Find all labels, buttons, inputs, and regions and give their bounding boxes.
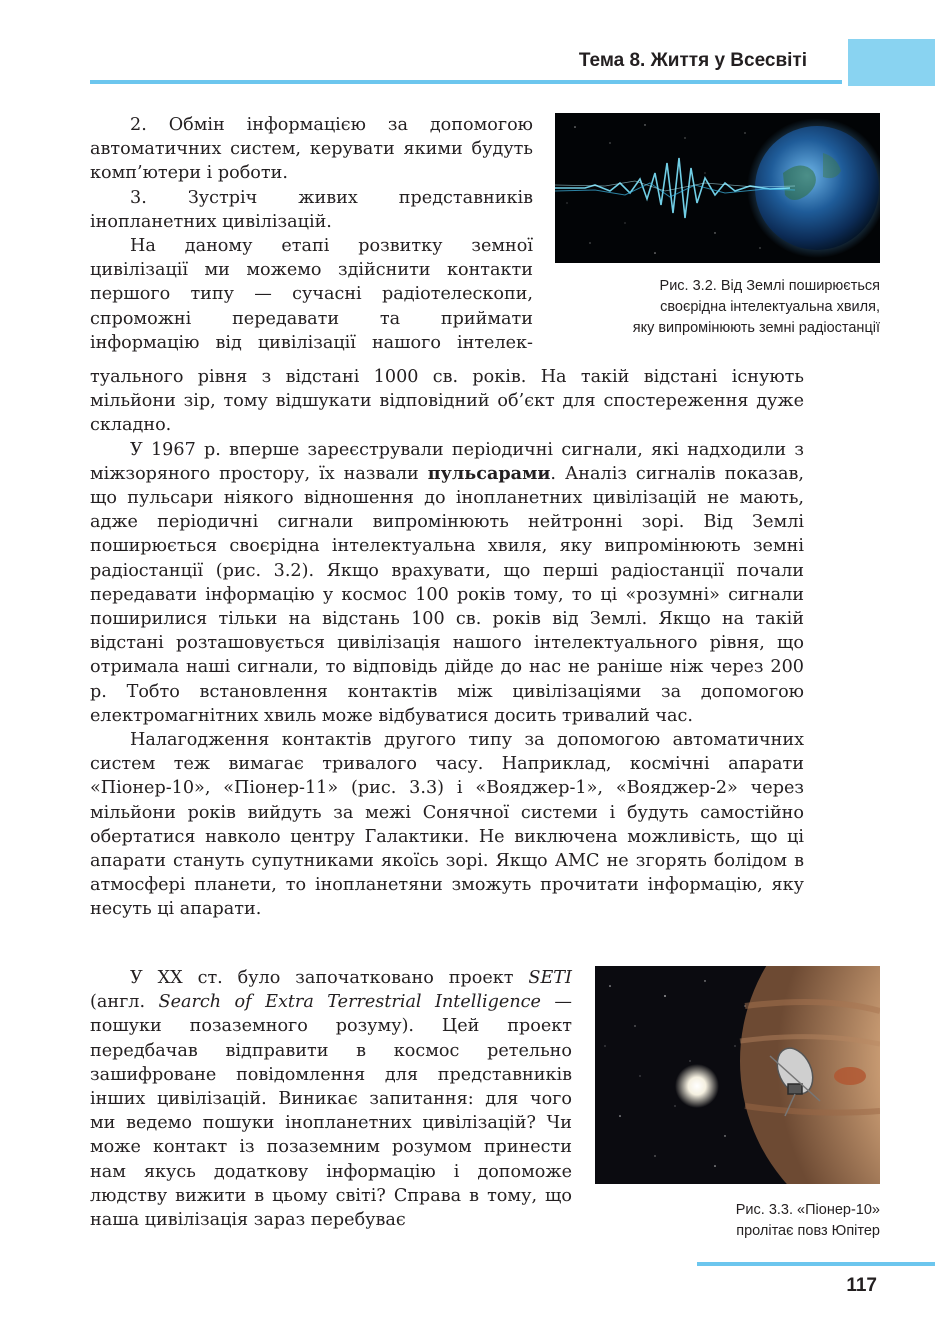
figure-3-2-caption: [555, 276, 880, 339]
text-column-upper: [90, 113, 533, 355]
paragraph: [90, 966, 572, 1232]
text-span: У 1967 р. вперше зареєстрували періодичні сигнали, які надходили з міжзоряного простору, їх назвали: [90, 439, 804, 484]
header-tab-marker: [848, 39, 935, 86]
paragraph: туального рівня з відстані 1000 св. років. На такій відстані існують мільйони зір, тому відшукати відповідний об’єкт для спостереження дуже складно.: [90, 367, 804, 436]
term-seti-expansion: Search of Extra Terrestrial Intelligence: [158, 992, 541, 1013]
paragraph: 3. Зустріч живих представників інопланетних цивілізацій.: [90, 187, 533, 232]
text-column-lower: [90, 966, 572, 1232]
caption-line: Рис. 3.2. Від Землі поширюється: [659, 278, 880, 294]
text-span: . Аналіз сигналів показав, що пульсари ніякого відношення до інопланетних цивілізацій не мають, адже періодичні сигнали випромінюють нейтронні зорі. Від Землі поширюється своєрідна інтелектуальна хвиля, яку випромінюють земні радіостанції (рис. 3.2). Якщо врахувати, що перші радіостанції почали передавати інформацію у космос 100 років тому, то ці «розумні» сигнали поширилися тільки на відстань 100 св. років від Землі. Якщо на такій відстані розташовується цивілізація нашого інтелектуального рівня, що отримала наші сигнали, то відповідь дійде до нас не раніше ніж через 200 р. Тобто встановлення контактів між цивілізаціями за допомогою електромагнітних хвиль може відбуватися досить тривалий час.: [90, 463, 805, 726]
text-column-main: [90, 365, 804, 922]
caption-line: Рис. 3.3. «Піонер-10»: [735, 1202, 880, 1218]
text-span: (англ.: [90, 992, 159, 1013]
text-span: У XX ст. було започатковано проект: [130, 968, 529, 988]
figure-3-3-caption: [595, 1200, 880, 1242]
paragraph: На даному етапі розвитку земної цивілізації ми можемо здійснити контакти першого типу — сучасні радіотелескопи, спроможні передавати та приймати інформацію від цивілізації нашого інтелек-: [90, 236, 533, 353]
caption-line: яку випромінюють земні радіостанції: [632, 320, 880, 336]
term-seti: SETI: [528, 968, 572, 988]
footer-divider: [697, 1262, 935, 1266]
paragraph: [90, 438, 804, 728]
page-header-title: Тема 8. Життя у Всесвіті: [578, 50, 807, 71]
text-span: — пошуки позаземного розуму). Цей проект передбачав відправити в космос ретельно зашифроване повідомлення для представників інших цивілізацій. Виникає запитання: для чого ми ведемо пошуки інопланетних цивілізацій? Чи може контакт із позаземним розумом принести нам якусь додаткову інформацію і допоможе людству вижити в цьому світі? Справа в тому, що наша цивілізація зараз перебуває: [90, 992, 572, 1231]
caption-line: пролітає повз Юпітер: [736, 1223, 880, 1239]
page-number: 117: [846, 1275, 877, 1296]
pioneer-jupiter-illustration: [595, 966, 880, 1184]
header-divider: [90, 80, 842, 84]
paragraph: 2. Обмін інформацією за допомогою автоматичних систем, керувати якими будуть комп’ютери і роботи.: [90, 115, 533, 184]
figure-pioneer-jupiter-image: [595, 966, 880, 1184]
term-pulsars: пульсарами: [427, 462, 551, 484]
paragraph: Налагодження контактів другого типу за допомогою автоматичних систем теж вимагає тривалого часу. Наприклад, космічні апарати «Піонер-10», «Піонер-11» (рис. 3.3) і «Вояджер-1», «Вояджер-2» через мільйони років вийдуть за межі Сонячної системи і будуть самостійно обертатися навколо центру Галактики. Не виключена можливість, що ці апарати стануть супутниками якоїсь зорі. Якщо АМС не згорять болідом в атмосфері планети, то інопланетяни зможуть прочитати інформацію, яку несуть ці апарати.: [90, 730, 804, 920]
figure-earth-wave-image: [555, 113, 880, 263]
caption-line: своєрідна інтелектуальна хвиля,: [660, 299, 880, 315]
earth-wave-illustration: [555, 113, 880, 263]
